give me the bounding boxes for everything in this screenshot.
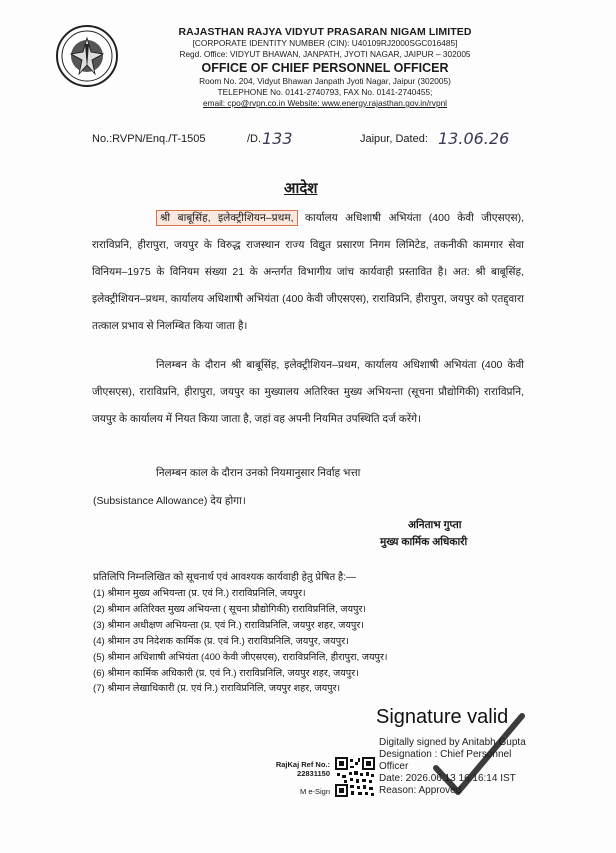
room-line: Room No. 204, Vidyut Bhawan Janpath Jyoti Nagar, Jaipur (302005) [199, 76, 451, 86]
email-line: email: cpo@rvpn.co.in Website: www.energy.rajasthan.gov.in/rvpnl [202, 98, 448, 108]
signature-line-1: Digitally signed by Anitabh Gupta [379, 737, 526, 748]
letterhead [150, 26, 500, 109]
signature-line-5: Reason: Approved [379, 785, 462, 796]
paragraph-3-text: निलम्बन काल के दौरान उनको नियमानुसार निर्वाह भत्ता [156, 467, 361, 479]
cin-line: [CORPORATE IDENTITY NUMBER (CIN): U40109RJ2000SGC016485] [192, 38, 458, 48]
signature-line-2: Designation : Chief Personnel [379, 749, 512, 760]
highlighted-name: श्री बाबूसिंह, इलेक्ट्रीशियन–प्रथम, [156, 210, 298, 226]
paragraph-2 [92, 352, 524, 433]
date-value: 13.06.26 [438, 129, 510, 148]
signature-line-3: Officer [379, 761, 409, 772]
qr-code-icon [335, 757, 375, 797]
signatory-designation: मुख्य कार्मिक अधिकारी [380, 536, 468, 548]
rvpn-logo-icon [55, 24, 119, 88]
signatory-name: अनिताभ गुप्ता [408, 519, 462, 531]
phone-line: TELEPHONE No. 0141-2740793, FAX No. 0141-2740455; [217, 87, 433, 97]
copy-to-list [93, 586, 388, 697]
order-heading: आदेश [284, 180, 318, 197]
org-name: RAJASTHAN RAJYA VIDYUT PRASARAN NIGAM LIMITED [178, 26, 472, 38]
list-item: (2) श्रीमान अतिरिक्त मुख्य अभियन्ता ( सूचना प्रौद्योगिकी) राराविप्रनिलि, जयपुर। [93, 603, 367, 615]
dispatch-label: /D. [247, 133, 262, 145]
paragraph-2-text: निलम्बन के दौरान श्री बाबूसिंह, इलेक्ट्रीशियन–प्रथम, कार्यालय अधिशाषी अभियंता (400 केवी जीएसएस), राराविप्रनि, हीरापुरा, जयपुर का मुख्यालय अतिरिक्त मुख्य अभियन्ता (सूचना प्रौद्योगिकी) राराविप्रनि, जयपुर के कार्यालय में नियत किया जाता है, जहां वह अपनी नियमित उपस्थिति दर्ज करेंगे। [92, 359, 524, 425]
paragraph-1-text: कार्यालय अधिशाषी अभियंता (400 केवी जीएसएस), राराविप्रनि, हीरापुरा, जयपुर के विरुद्ध राजस्थान राज्य विद्युत प्रसारण निगम लिमिटेड, तकनीकी कामगार सेवा विनियम–1975 के विनियम संख्या 21 के अन्तर्गत विभागीय जांच कार्यवाही प्रस्तावित है। अत: श्री बाबूसिंह, इलेक्ट्रीशियन–प्रथम, कार्यालय अधिशाषी अभियंता (400 केवी जीएसएस), राराविप्रनि, हीरापुरा, जयपुर को एतद्द्वारा तत्काल प्रभाव से निलम्बित किया जाता है। [92, 212, 524, 332]
rajkaj-reference [268, 760, 330, 778]
date-label: Jaipur, Dated: [360, 133, 428, 145]
regd-office-line: Regd. Office: VIDYUT BHAWAN, JANPATH, JYOTI NAGAR, JAIPUR – 302005 [179, 49, 471, 59]
paragraph-3 [92, 460, 524, 487]
list-item: (1) श्रीमान मुख्य अभियन्ता (प्र. एवं नि.) राराविप्रनिलि, जयपुर। [93, 588, 306, 599]
reference-number: No.:RVPN/Enq./T-1505 [92, 133, 206, 145]
esign-label: M e-Sign [299, 787, 330, 796]
dispatch-number: 133 [262, 129, 293, 148]
list-item: (5) श्रीमान अधिशाषी अभियंता (400 केवी जीएसएस), राराविप्रनिलि, हीरापुरा, जयपुर। [93, 651, 388, 663]
list-item: (7) श्रीमान लेखाधिकारी (प्र. एवं नि.) राराविप्रनिलि, जयपुर शहर, जयपुर। [93, 683, 341, 695]
signature-valid-title: Signature valid [376, 706, 509, 728]
office-title: OFFICE OF CHIEF PERSONNEL OFFICER [201, 61, 449, 75]
paragraph-3-continuation: (Subsistance Allowance) देय होगा। [93, 495, 246, 507]
rajkaj-number: 22831150 [297, 769, 330, 778]
rajkaj-label: RajKaj Ref No.: [275, 760, 330, 769]
paragraph-1 [92, 205, 524, 340]
list-item: (4) श्रीमान उप निदेशक कार्मिक (प्र. एवं नि.) राराविप्रनिलि, जयपुर, जयपुर। [93, 635, 349, 647]
checkmark-icon [418, 708, 528, 803]
signatory-block [380, 517, 467, 551]
list-item: (6) श्रीमान कार्मिक अधिकारी (प्र. एवं नि.) राराविप्रनिलि, जयपुर शहर, जयपुर। [93, 667, 359, 679]
list-item: (3) श्रीमान अधीक्षण अभियन्ता (प्र. एवं नि.) राराविप्रनिलि, जयपुर शहर, जयपुर। [93, 619, 364, 631]
signature-line-4: Date: 2026.06.13 16:16:14 IST [379, 773, 516, 784]
copy-to-heading: प्रतिलिपि निम्नलिखित को सूचनार्थ एवं आवश्यक कार्यवाही हेतु प्रेषित है:— [93, 572, 357, 583]
